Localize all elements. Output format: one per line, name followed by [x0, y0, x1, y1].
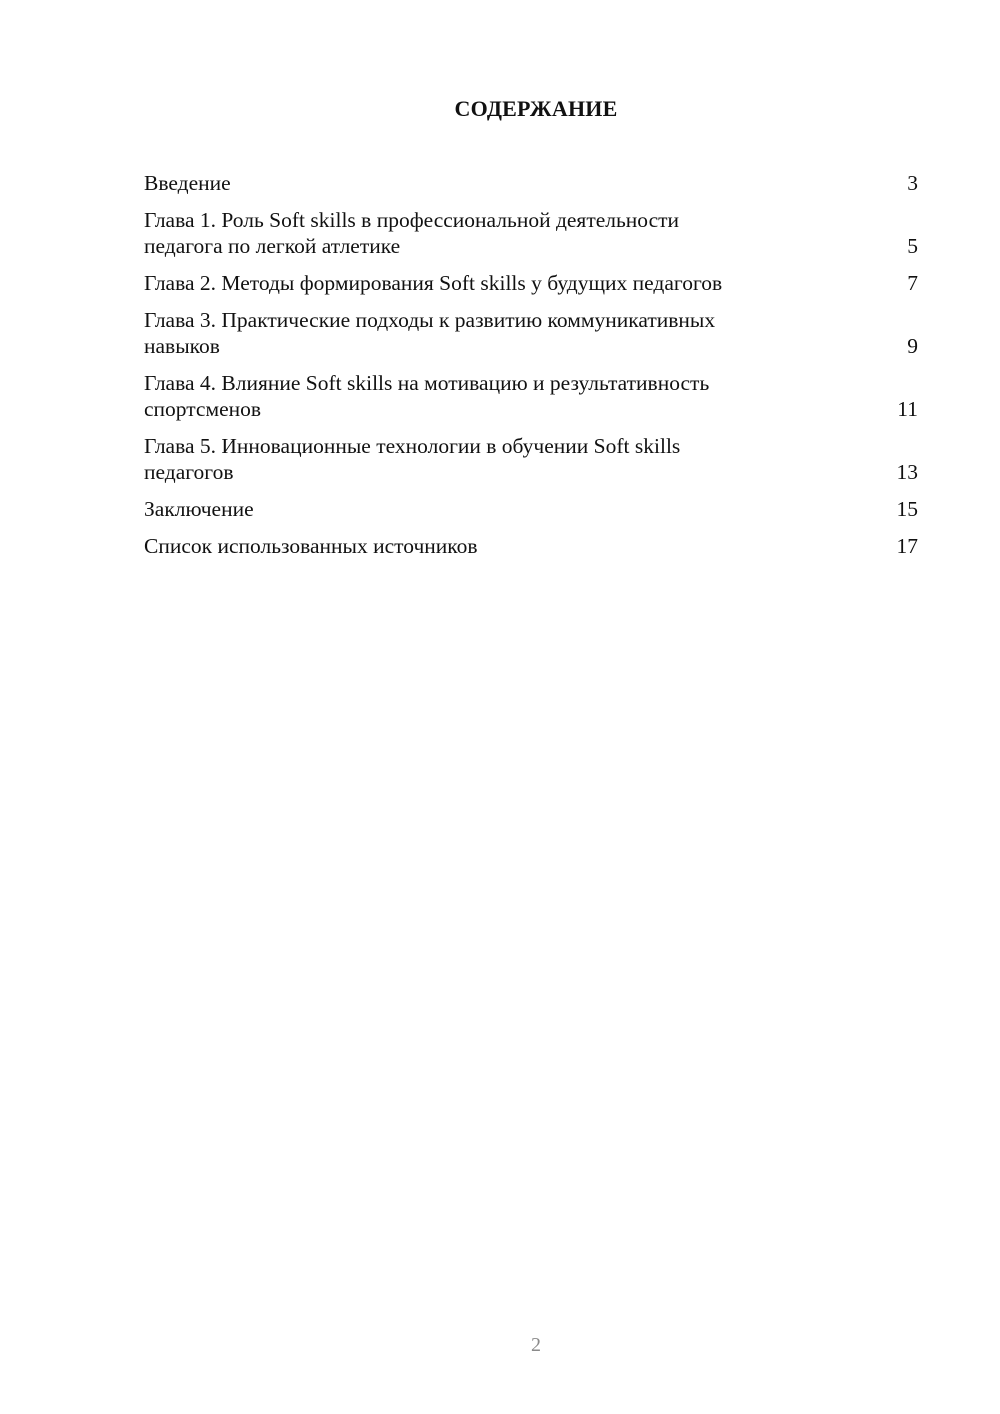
toc-entry-label-line: Глава 2. Методы формирования Soft skills у будущих педагогов — [144, 271, 723, 295]
table-of-contents — [144, 170, 918, 570]
toc-entry-chapter-1 — [144, 207, 918, 259]
toc-entry-label-line: навыков — [144, 334, 220, 358]
toc-entry-page: 7 — [907, 271, 918, 295]
toc-entry-chapter-4 — [144, 370, 918, 422]
toc-entry-conclusion — [144, 496, 918, 522]
toc-entry-label-line: Введение — [144, 171, 231, 195]
toc-entry-label-line: Глава 4. Влияние Soft skills на мотивацию и результативность — [144, 371, 710, 395]
toc-entry-label — [144, 533, 824, 559]
toc-entry-label-line: педагогов — [144, 460, 234, 484]
toc-entry-page: 15 — [896, 497, 918, 521]
toc-title: СОДЕРЖАНИЕ — [454, 96, 618, 121]
toc-entry-label-line: спортсменов — [144, 397, 262, 421]
toc-entry-label — [144, 433, 824, 485]
toc-entry-page: 11 — [897, 397, 918, 421]
toc-entry-chapter-3 — [144, 307, 918, 359]
toc-entry-label-line: Глава 1. Роль Soft skills в профессиональной деятельности — [144, 208, 680, 232]
toc-entry-label — [144, 270, 888, 296]
page-number: 2 — [531, 1334, 541, 1356]
toc-entry-label — [144, 170, 824, 196]
toc-entry-label — [144, 496, 824, 522]
toc-entry-references — [144, 533, 918, 559]
toc-entry-label — [144, 307, 824, 359]
toc-entry-label-line: Список использованных источников — [144, 534, 478, 558]
toc-entry-label-line: Заключение — [144, 497, 254, 521]
toc-entry-chapter-5 — [144, 433, 918, 485]
toc-entry-label-line: Глава 5. Инновационные технологии в обучении Soft skills — [144, 434, 681, 458]
toc-entry-page: 17 — [896, 534, 918, 558]
toc-entry-label — [144, 370, 824, 422]
toc-entry-label-line: Глава 3. Практические подходы к развитию коммуникативных — [144, 308, 716, 332]
toc-entry-page: 13 — [896, 460, 918, 484]
toc-entry-page: 9 — [907, 334, 918, 358]
toc-entry-page: 3 — [907, 171, 918, 195]
toc-entry-label-line: педагога по легкой атлетике — [144, 234, 401, 258]
toc-entry-introduction — [144, 170, 918, 196]
toc-entry-label — [144, 207, 824, 259]
toc-entry-page: 5 — [907, 234, 918, 258]
toc-entry-chapter-2 — [144, 270, 918, 296]
